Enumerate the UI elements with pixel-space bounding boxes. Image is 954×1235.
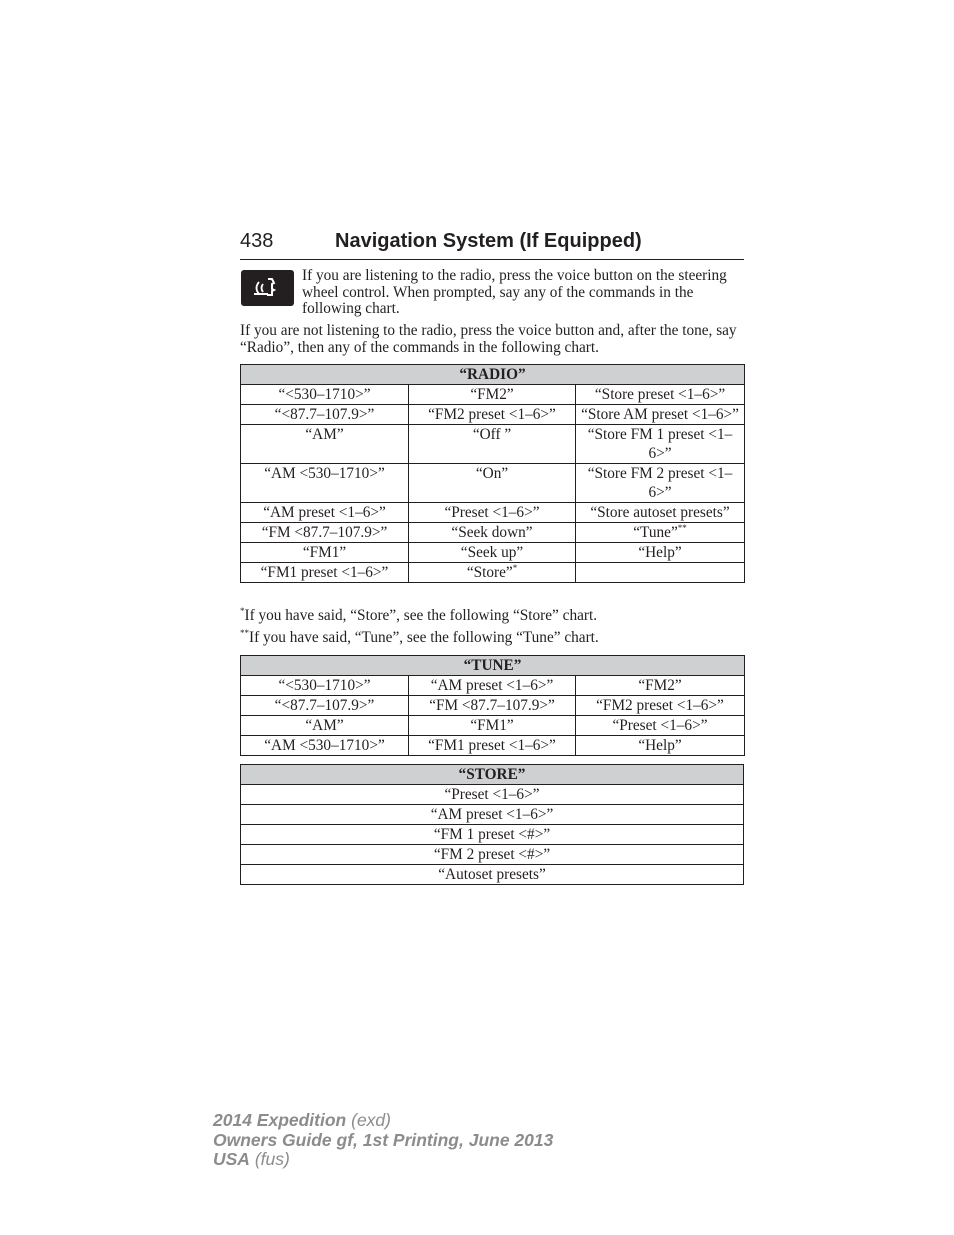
page-header [240, 229, 744, 260]
table-cell: “FM1 preset <1–6>” [409, 736, 576, 756]
table-cell: “Help” [576, 543, 745, 563]
table-row [241, 865, 744, 885]
table-cell: “Off ” [409, 425, 576, 464]
table-cell: “Autoset presets” [241, 865, 744, 885]
table-cell: “AM <530–1710>” [241, 736, 409, 756]
cell-text: “Store” [466, 564, 513, 581]
footnote-text: If you have said, “Store”, see the following “Store” chart. [244, 607, 598, 624]
footnote-mark: * [512, 562, 518, 573]
table-row [241, 503, 745, 523]
table-row [241, 805, 744, 825]
table-cell: “On” [409, 464, 576, 503]
footnote-mark: ** [240, 627, 249, 638]
table-cell: “Store FM 1 preset <1–6>” [576, 425, 745, 464]
table-row [241, 523, 745, 543]
table-cell: “<87.7–107.9>” [241, 696, 409, 716]
tune-table-title: “TUNE” [241, 656, 745, 676]
tune-commands-table [240, 655, 745, 756]
table-cell: “Preset <1–6>” [576, 716, 745, 736]
table-row [241, 845, 744, 865]
table-row [241, 736, 745, 756]
table-row [241, 825, 744, 845]
table-cell: “FM <87.7–107.9>” [241, 523, 409, 543]
table-cell: “Seek up” [409, 543, 576, 563]
table-row [241, 785, 744, 805]
page-number: 438 [240, 230, 274, 252]
table-cell: “<530–1710>” [241, 676, 409, 696]
table-row [241, 563, 745, 583]
table-cell: “FM <87.7–107.9>” [409, 696, 576, 716]
intro-paragraph-1: If you are listening to the radio, press the voice button on the steering wheel control. When prompted, say any of the commands in the following chart. [302, 267, 727, 318]
table-cell: “Store preset <1–6>” [576, 385, 745, 405]
table-cell: “FM1” [241, 543, 409, 563]
table-row [241, 696, 745, 716]
table-cell: “AM preset <1–6>” [409, 676, 576, 696]
page-title: Navigation System (If Equipped) [335, 230, 642, 252]
cell-text: “Tune” [633, 524, 678, 541]
footer-model-code: (exd) [351, 1110, 391, 1130]
table-cell [576, 563, 745, 583]
table-cell: “FM1 preset <1–6>” [241, 563, 409, 583]
table-row [241, 425, 745, 464]
table-cell: “Preset <1–6>” [409, 503, 576, 523]
table-cell: “<87.7–107.9>” [241, 405, 409, 425]
table-cell: “AM preset <1–6>” [241, 805, 744, 825]
table-cell: “FM1” [409, 716, 576, 736]
page-footer [213, 1111, 553, 1170]
table-cell: “Preset <1–6>” [241, 785, 744, 805]
table-cell: “FM 1 preset <#>” [241, 825, 744, 845]
table-cell: “FM2 preset <1–6>” [576, 696, 745, 716]
radio-table-title: “RADIO” [241, 365, 745, 385]
table-cell: “AM preset <1–6>” [241, 503, 409, 523]
table-cell: “Help” [576, 736, 745, 756]
intro-paragraph-2: If you are not listening to the radio, press the voice button and, after the tone, say “Radio”, then any of the commands in the following chart. [240, 322, 737, 356]
footer-line-1 [213, 1111, 553, 1131]
footer-line-3 [213, 1150, 553, 1170]
footnote-store [240, 607, 597, 624]
table-cell: “FM2” [409, 385, 576, 405]
voice-command-icon [241, 270, 294, 306]
table-row [241, 385, 745, 405]
footer-market-code: (fus) [254, 1149, 290, 1169]
table-cell: “FM 2 preset <#>” [241, 845, 744, 865]
table-cell: “Store autoset presets” [576, 503, 745, 523]
footer-line-2 [213, 1131, 553, 1151]
table-cell: “FM2 preset <1–6>” [409, 405, 576, 425]
table-cell: “Seek down” [409, 523, 576, 543]
table-row [241, 464, 745, 503]
footer-model: 2014 Expedition [213, 1110, 347, 1130]
table-cell: “AM” [241, 716, 409, 736]
table-cell: “AM” [241, 425, 409, 464]
table-cell: “Store AM preset <1–6>” [576, 405, 745, 425]
table-cell: “FM2” [576, 676, 745, 696]
footnote-mark: * [240, 605, 245, 616]
table-row [241, 716, 745, 736]
radio-commands-table [240, 364, 745, 583]
footer-printing: Owners Guide gf, 1st Printing, June 2013 [213, 1129, 554, 1150]
footer-market: USA [213, 1149, 250, 1169]
table-cell: “<530–1710>” [241, 385, 409, 405]
table-row [241, 676, 745, 696]
footnote-mark: ** [677, 522, 687, 533]
table-cell [409, 563, 576, 583]
footnote-text: If you have said, “Tune”, see the following “Tune” chart. [249, 629, 599, 646]
footnote-tune [240, 629, 599, 646]
table-cell: “AM <530–1710>” [241, 464, 409, 503]
table-row [241, 405, 745, 425]
store-commands-table [240, 764, 744, 885]
store-table-title: “STORE” [241, 765, 744, 785]
table-cell [576, 523, 745, 543]
table-row [241, 543, 745, 563]
table-cell: “Store FM 2 preset <1–6>” [576, 464, 745, 503]
